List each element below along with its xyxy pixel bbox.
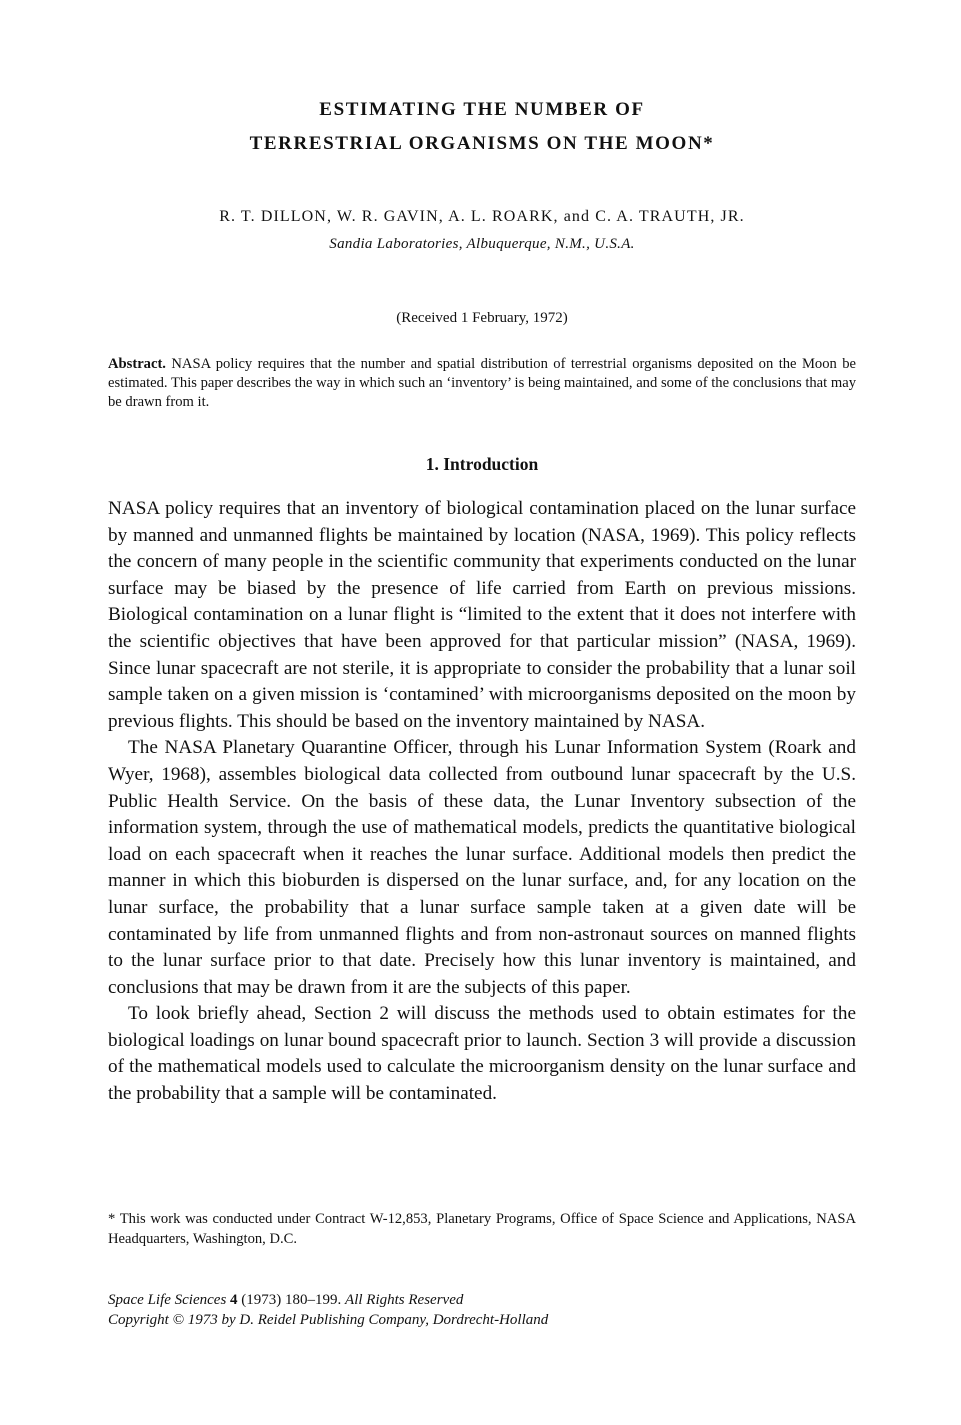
title-line-1: ESTIMATING THE NUMBER OF [319,99,645,120]
journal-copyright: Copyright © 1973 by D. Reidel Publishing Company, Dordrecht-Holland [108,1312,549,1328]
abstract-label: Abstract. [108,356,166,372]
footnote: * This work was conducted under Contract W-12,853, Planetary Programs, Office of Space Science and Applications, NASA Headquarters, Washington, D.C. [108,1211,856,1247]
body-paragraph: To look briefly ahead, Section 2 will discuss the methods used to obtain estimates for the biological loadings on lunar bound spacecraft prior to launch. Section 3 will provide a discussion of the mathematical models used to calculate the microorganism density on the lunar surface and the probability that a sample will be contaminated. [108,1003,856,1105]
journal-citation [108,1290,856,1330]
journal-line [108,1290,856,1310]
paper-page [108,0,856,1425]
section-body [108,496,856,1108]
author-list: R. T. DILLON, W. R. GAVIN, A. L. ROARK, and C. A. TRAUTH, JR. [219,208,745,225]
received-date: (Received 1 February, 1972) [396,310,568,326]
title-line-2: TERRESTRIAL ORGANISMS ON THE MOON* [249,133,715,154]
abstract-text: NASA policy requires that the number and spatial distribution of terrestrial organisms deposited on the Moon be estimated. This paper describes the way in which such an ‘inventory’ is being maintained, and some of the conclusions that may be drawn from it. [108,356,856,410]
author-affiliation: Sandia Laboratories, Albuquerque, N.M., U.S.A. [329,236,635,252]
journal-volume: 4 [230,1292,238,1308]
body-paragraph: The NASA Planetary Quarantine Officer, through his Lunar Information System (Roark and Wyer, 1968), assembles biological data collected from outbound lunar spacecraft by the U.S. Public Health Service. On the basis of these data, the Lunar Inventory subsection of the information system, through the use of mathematical models, predicts the quantitative biological load on each spacecraft when it reaches the lunar surface. Additional models then predict the manner in which this bioburden is dispersed on the lunar surface, and, for any location on the lunar surface, the probability that a lunar surface sample taken at a given date will be contaminated by life from unmanned flights and from non-astronaut sources on manned flights to the lunar surface prior to that date. Precisely how this lunar inventory is maintained, and conclusions that may be drawn from it are the subjects of this paper. [108,737,856,998]
paper-title [108,93,856,161]
section-heading: 1. Introduction [425,454,539,474]
abstract [108,355,856,412]
journal-rights: All Rights Reserved [345,1292,464,1308]
journal-name: Space Life Sciences [108,1292,227,1308]
body-paragraph: NASA policy requires that an inventory of biological contamination placed on the lunar surface by manned and unmanned flights be maintained by location (NASA, 1969). This policy reflects the concern of many people in the scientific community that experiments conducted on the lunar surface may be biased by the presence of life carried from Earth on previous missions. Biological contamination on a lunar flight is “limited to the extent that it does not interfere with the scientific objectives that have been approved for that particular mission” (NASA, 1969). Since lunar spacecraft are not sterile, it is appropriate to consider the probability that a lunar soil sample taken on a given mission is ‘contamined’ with microorganisms deposited on the moon by previous flights. This should be based on the inventory maintained by NASA. [108,498,856,732]
journal-details: (1973) 180–199. [241,1292,342,1308]
